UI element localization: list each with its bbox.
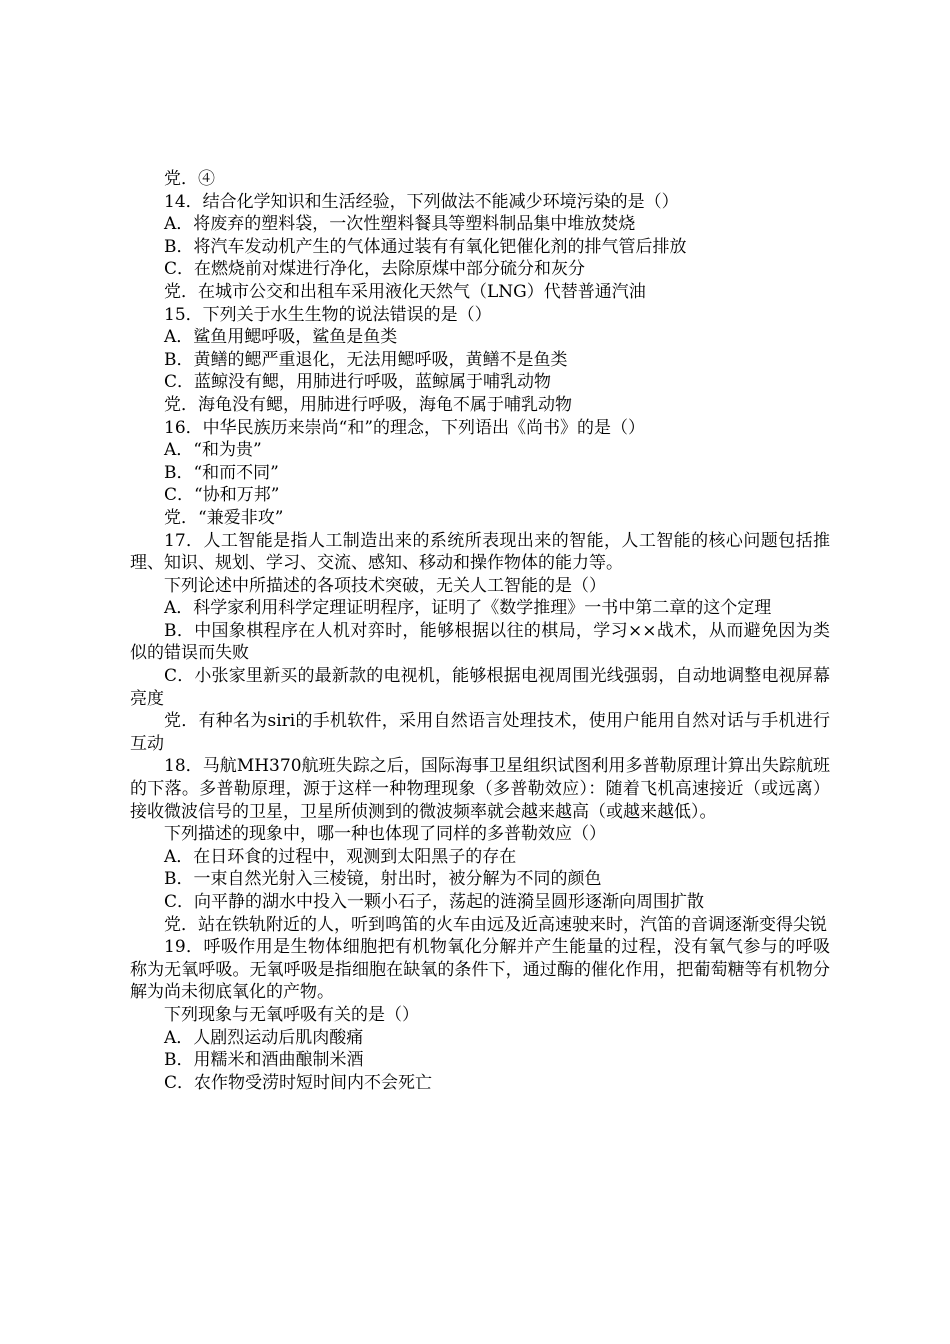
question-15: 15．下列关于水生生物的说法错误的是（） xyxy=(164,304,492,325)
option-line: B．“和而不同” xyxy=(164,462,279,483)
option-line: C．农作物受涝时短时间内不会死亡 xyxy=(164,1072,433,1093)
option-line: C．在燃烧前对煤进行净化，去除原煤中部分硫分和灰分 xyxy=(164,259,586,280)
option-line: 党．海龟没有鳃，用肺进行呼吸，海龟不属于哺乳动物 xyxy=(164,394,572,415)
question-16: 16．中华民族历来崇尚“和”的理念，下列语出《尚书》的是（） xyxy=(164,417,646,438)
option-line: 党．“兼爱非攻” xyxy=(164,507,284,528)
option-line: B．黄鳝的鳃严重退化，无法用鳃呼吸，黄鳝不是鱼类 xyxy=(164,349,568,370)
option-line: C．小张家里新买的最新款的电视机，能够根据电视周围光线强弱，自动地调整电视屏幕亮度 xyxy=(130,666,830,709)
option-line: A．科学家利用科学定理证明程序，证明了《数学推理》一书中第二章的这个定理 xyxy=(164,598,772,619)
question-19-prompt: 下列现象与无氧呼吸有关的是（） xyxy=(164,1004,419,1025)
question-17: 17．人工智能是指人工制造出来的系统所表现出来的智能，人工智能的核心问题包括推理、知识、规划、学习、交流、感知、移动和操作物体的能力等。 xyxy=(130,530,830,574)
question-19: 19．呼吸作用是生物体细胞把有机物氧化分解并产生能量的过程，没有氧气参与的呼吸称为无氧呼吸。无氧呼吸是指细胞在缺氧的条件下，通过酶的催化作用，把葡萄糖等有机物分解为尚未彻底氧化的产物。 xyxy=(130,937,830,1003)
option-line: C．蓝鲸没有鳃，用肺进行呼吸，蓝鲸属于哺乳动物 xyxy=(164,372,552,393)
option-line: A．人剧烈运动后肌肉酸痛 xyxy=(164,1027,364,1048)
option-line: B．中国象棋程序在人机对弈时，能够根据以往的棋局，学习××战术，从而避免因为类似的错误而失败 xyxy=(130,620,830,664)
option-line: C．向平静的湖水中投入一颗小石子，荡起的涟漪呈圆形逐渐向周围扩散 xyxy=(164,892,705,912)
option-line: A．鲨鱼用鳃呼吸，鲨鱼是鱼类 xyxy=(164,327,398,348)
option-line: 党．站在铁轨附近的人，听到鸣笛的火车由远及近高速驶来时，汽笛的音调逐渐变得尖锐 xyxy=(164,914,827,935)
option-line: B．将汽车发动机产生的气体通过装有有氧化钯催化剂的排气管后排放 xyxy=(164,236,687,257)
question-17-prompt: 下列论述中所描述的各项技术突破，无关人工智能的是（） xyxy=(164,575,606,596)
option-line: 党．④ xyxy=(164,169,215,189)
option-line: 党．在城市公交和出租车采用液化天然气（LNG）代替普通汽油 xyxy=(164,281,646,302)
question-18: 18．马航MH370航班失踪之后，国际海事卫星组织试图利用多普勒原理计算出失踪航班的下落。多普勒原理，源于这样一种物理现象（多普勒效应）：随着飞机高速接近（或远离）接收微波信号的卫星，卫星所侦测到的微波频率就会越来越高（或越来越低）。 xyxy=(130,756,830,822)
option-line: A．“和为贵” xyxy=(164,440,262,461)
option-line: 党．有种名为siri的手机软件，采用自然语言处理技术，使用户能用自然对话与手机进行互动 xyxy=(130,711,830,754)
option-line: B．一束自然光射入三棱镜，射出时，被分解为不同的颜色 xyxy=(164,869,602,890)
option-line: A．在日环食的过程中，观测到太阳黑子的存在 xyxy=(164,846,517,867)
question-14: 14．结合化学知识和生活经验，下列做法不能减少环境污染的是（） xyxy=(164,191,679,212)
document-body xyxy=(130,168,830,1094)
option-line: C．“协和万邦” xyxy=(164,485,280,506)
option-line: A．将废弃的塑料袋，一次性塑料餐具等塑料制品集中堆放焚烧 xyxy=(164,214,636,235)
option-line: B．用糯米和酒曲酿制米酒 xyxy=(164,1050,364,1071)
question-18-prompt: 下列描述的现象中，哪一种也体现了同样的多普勒效应（） xyxy=(164,824,606,845)
